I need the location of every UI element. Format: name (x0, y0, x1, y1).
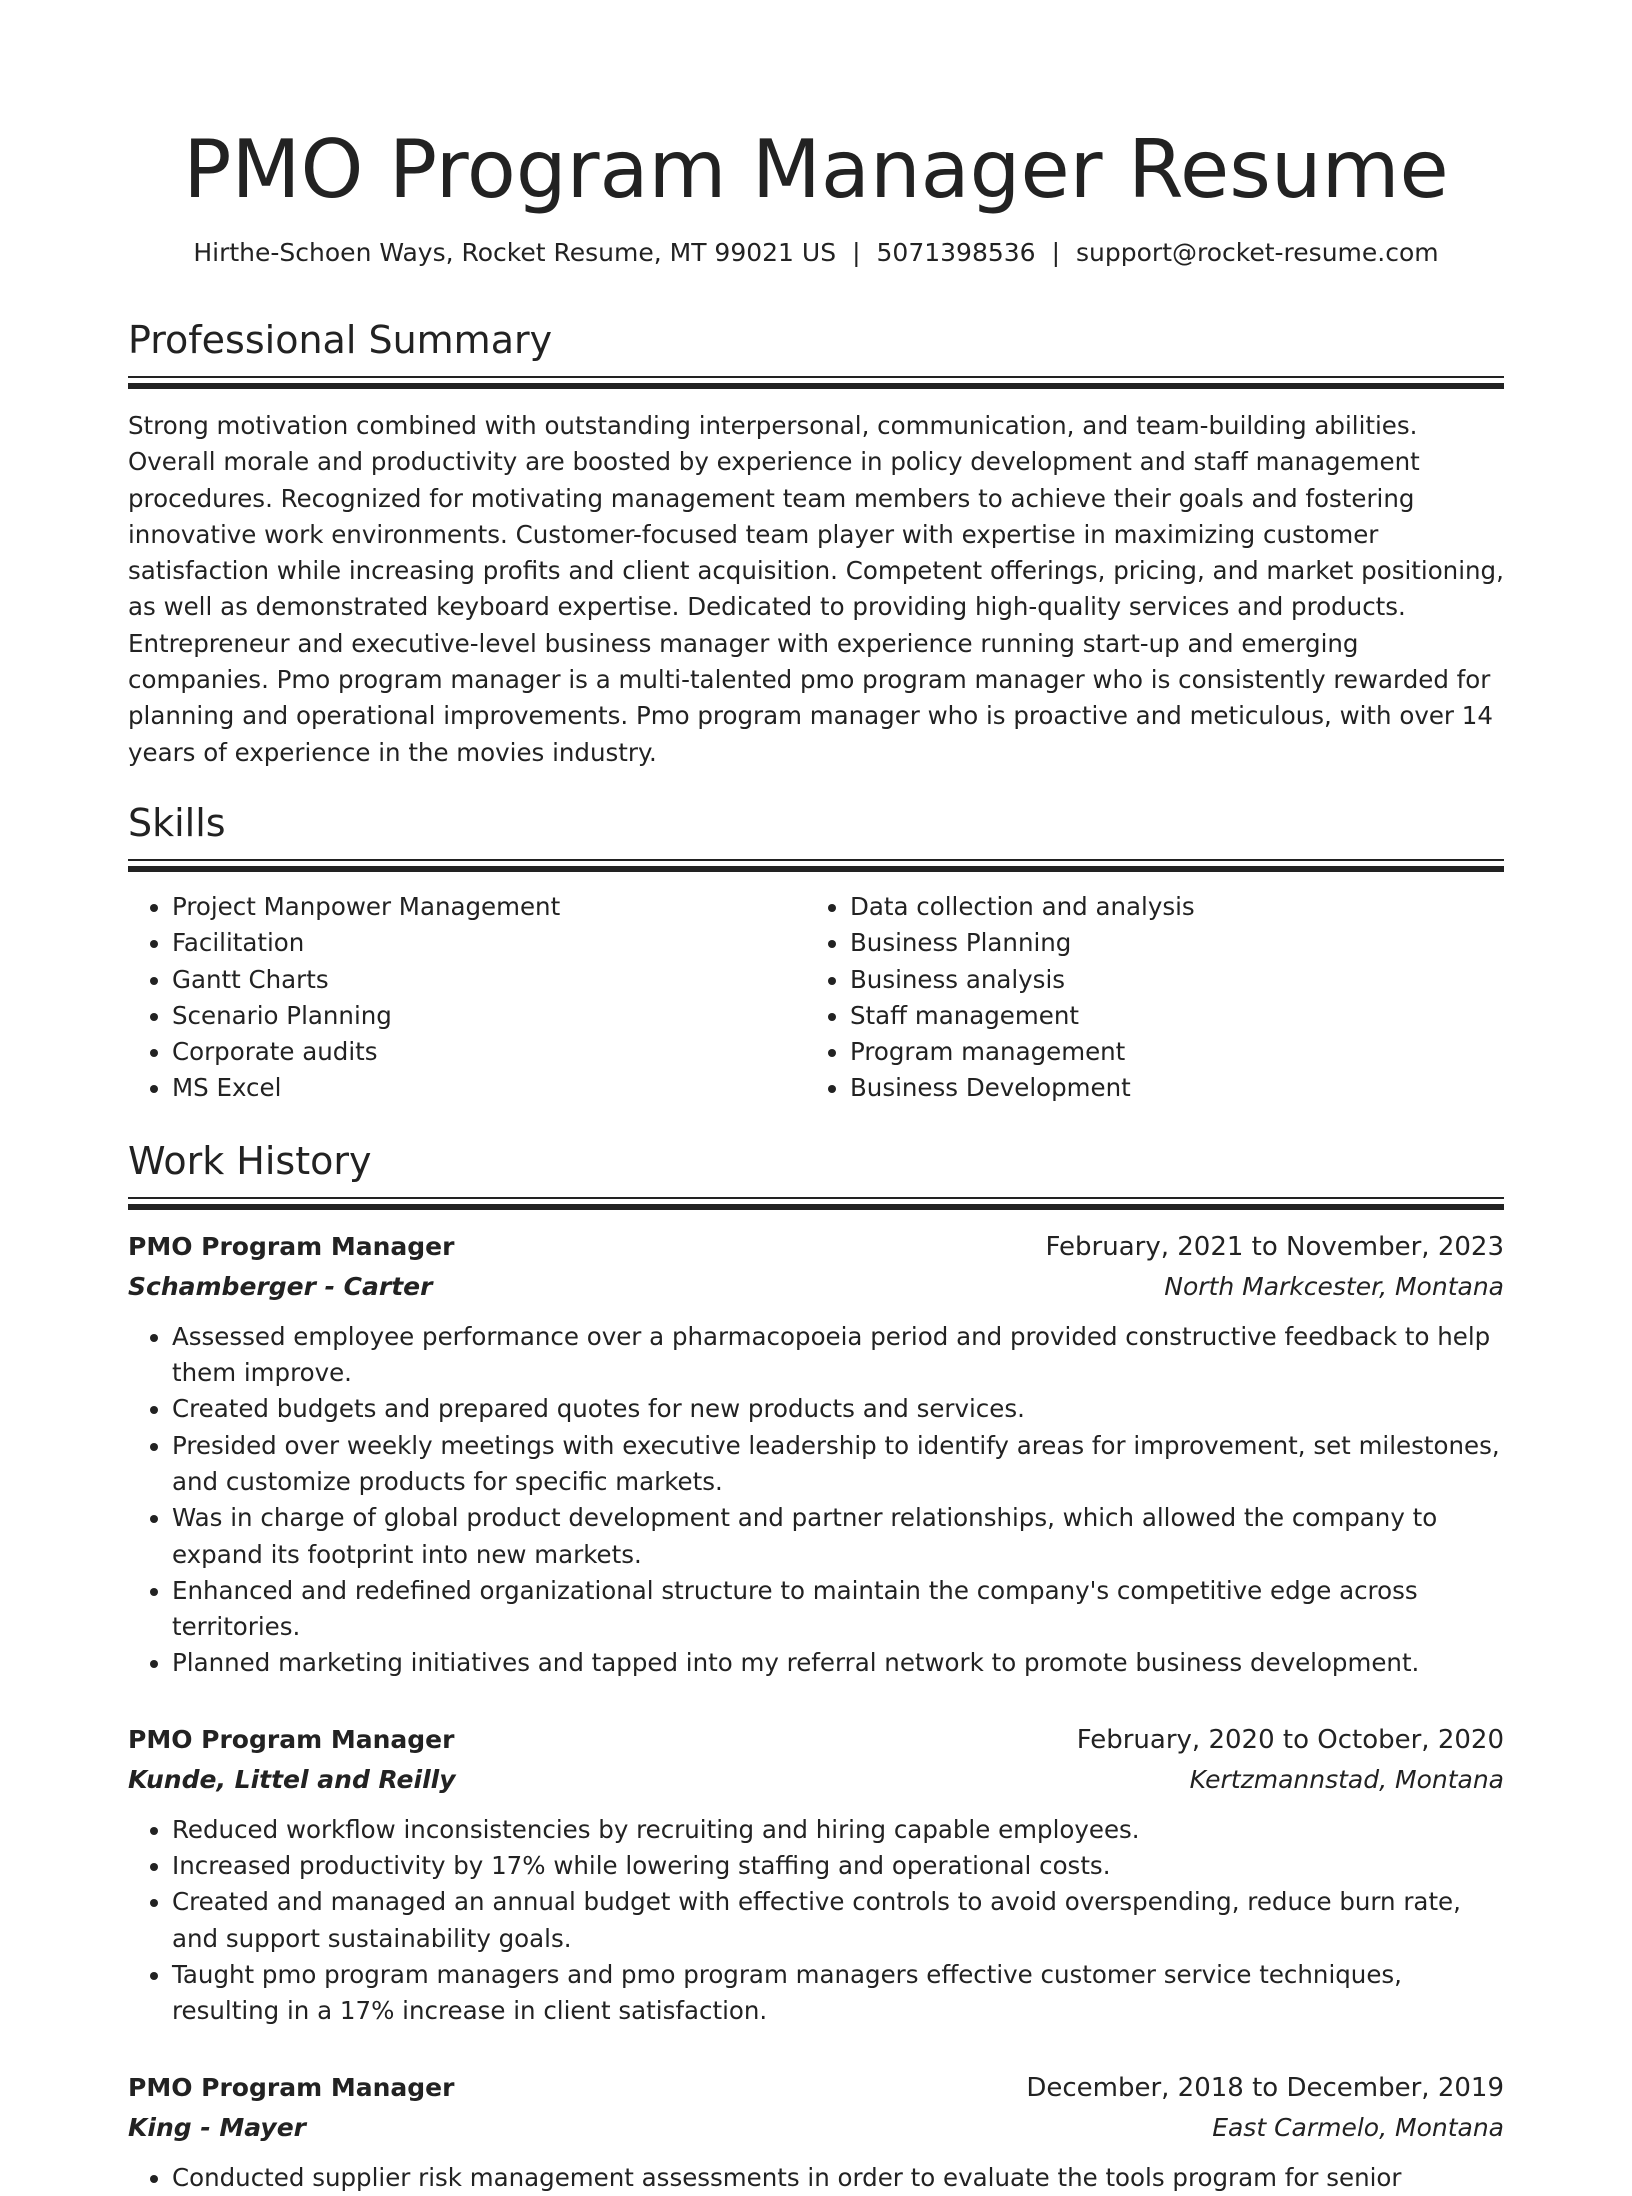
job-dates: February, 2020 to October, 2020 (1076, 1724, 1504, 1755)
skill-item: • Data collection and analysis (850, 889, 1484, 925)
job-bullet: • Reduced workflow inconsistencies by recruiting and hiring capable employees. (172, 1812, 1504, 1848)
contact-separator: | (1051, 238, 1061, 267)
resume-page (128, 0, 1504, 2196)
job-company: Kunde, Littel and Reilly (128, 1764, 456, 1794)
job-bullet: • Assessed employee performance over a pharmacopoeia period and provided constructive feedback to help them improve. (172, 1319, 1504, 1392)
skill-item: • Program management (850, 1034, 1484, 1070)
contact-phone[interactable]: 5071398536 (876, 238, 1036, 267)
section-divider (128, 1197, 1504, 1211)
job-header-row (128, 2068, 1504, 2108)
job-title: PMO Program Manager (128, 1724, 455, 1754)
job-bullet-list (128, 1812, 1504, 2030)
contact-separator: | (852, 238, 861, 267)
skills-list-right (806, 889, 1484, 1107)
resume-title: PMO Program Manager Resume (183, 123, 1449, 216)
job-bullet: • Increased productivity by 17% while lowering staffing and operational costs. (172, 1848, 1504, 1884)
job-bullet-list (128, 2160, 1504, 2196)
job-company: Schamberger - Carter (128, 1271, 433, 1301)
skills-column-left (128, 889, 806, 1107)
job-dates: February, 2021 to November, 2023 (1045, 1231, 1504, 1262)
contact-address: Hirthe-Schoen Ways, Rocket Resume, MT 99021 US (193, 238, 837, 267)
skill-item: • Gantt Charts (172, 962, 806, 998)
professional-summary-section (128, 316, 1504, 771)
work-history-section (128, 1137, 1504, 2196)
job-location: East Carmelo, Montana (1212, 2112, 1504, 2142)
job-subheader-row (128, 1760, 1504, 1800)
job-bullet: • Planned marketing initiatives and tapped into my referral network to promote business development. (172, 1645, 1504, 1681)
contact-email[interactable]: support@rocket-resume.com (1076, 238, 1439, 267)
job-entry (128, 1227, 1504, 1682)
skills-columns (128, 889, 1504, 1107)
section-divider (128, 376, 1504, 390)
job-dates: December, 2018 to December, 2019 (1026, 2072, 1504, 2103)
job-location: Kertzmannstad, Montana (1189, 1764, 1504, 1794)
job-subheader-row (128, 1267, 1504, 1307)
job-location: North Markcester, Montana (1164, 1271, 1504, 1301)
job-bullet: • Was in charge of global product development and partner relationships, which allowed the company to expand its footprint into new markets. (172, 1500, 1504, 1573)
job-header-row (128, 1720, 1504, 1760)
job-entry (128, 1720, 1504, 2030)
job-bullet: • Presided over weekly meetings with executive leadership to identify areas for improvement, set milestones, and customize products for specific markets. (172, 1428, 1504, 1501)
job-bullet: • Enhanced and redefined organizational structure to maintain the company's competitive edge across territories. (172, 1573, 1504, 1646)
contact-line (128, 236, 1504, 270)
skills-list-left (128, 889, 806, 1107)
job-subheader-row (128, 2108, 1504, 2148)
skills-section (128, 799, 1504, 1107)
job-company: King - Mayer (128, 2112, 306, 2142)
skill-item: • Business Development (850, 1070, 1484, 1106)
skill-item: • Staff management (850, 998, 1484, 1034)
skill-item: • MS Excel (172, 1070, 806, 1106)
section-divider (128, 859, 1504, 873)
skill-item: • Corporate audits (172, 1034, 806, 1070)
job-entry (128, 2068, 1504, 2196)
summary-text: Strong motivation combined with outstanding interpersonal, communication, and team-building abilities. Overall morale and productivity are boosted by experience in policy development and staff management procedures. Recognized for motivating management team members to achieve their goals and fostering innovative work environments. Customer-focused team player with expertise in maximizing customer satisfaction while increasing profits and client acquisition. Competent offerings, pricing, and market positioning, as well as demonstrated keyboard expertise. Dedicated to providing high-quality services and products. Entrepreneur and executive-level business manager with experience running start-up and emerging companies. Pmo program manager is a multi-talented pmo program manager who is consistently rewarded for planning and operational improvements. Pmo program manager who is proactive and meticulous, with over 14 years of experience in the movies industry. (128, 411, 1504, 767)
skill-item: • Business analysis (850, 962, 1484, 998)
job-title: PMO Program Manager (128, 1231, 455, 1261)
skill-item: • Facilitation (172, 925, 806, 961)
job-title: PMO Program Manager (128, 2072, 455, 2102)
job-bullet: • Conducted supplier risk management assessments in order to evaluate the tools program for senior (172, 2160, 1504, 2196)
skill-item: • Scenario Planning (172, 998, 806, 1034)
job-header-row (128, 1227, 1504, 1267)
skills-column-right (806, 889, 1484, 1107)
skill-item: • Business Planning (850, 925, 1484, 961)
job-bullet: • Taught pmo program managers and pmo program managers effective customer service techniques, resulting in a 17% increase in client satisfaction. (172, 1957, 1504, 2030)
section-heading-work-history: Work History (128, 1138, 372, 1183)
job-bullet: • Created budgets and prepared quotes for new products and services. (172, 1391, 1504, 1427)
section-heading-skills: Skills (128, 800, 226, 845)
skill-item: • Project Manpower Management (172, 889, 806, 925)
section-heading-summary: Professional Summary (128, 318, 553, 362)
job-bullet: • Created and managed an annual budget with effective controls to avoid overspending, reduce burn rate, and support sustainability goals. (172, 1884, 1504, 1957)
job-bullet-list (128, 1319, 1504, 1682)
